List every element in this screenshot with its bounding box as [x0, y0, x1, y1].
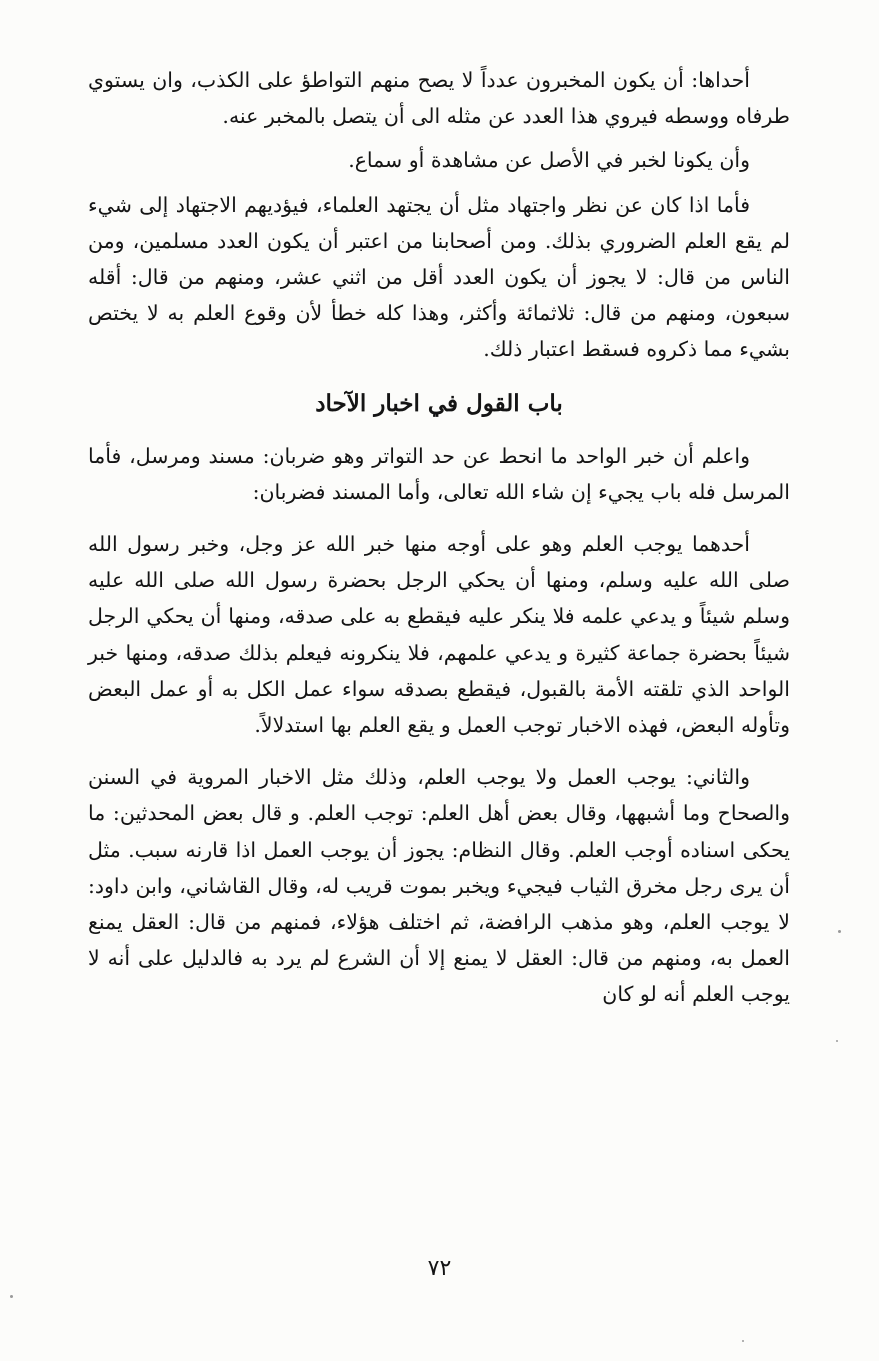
scan-speck — [10, 1295, 13, 1298]
scan-speck — [836, 1040, 838, 1042]
page-body — [88, 62, 790, 1013]
section-heading: باب القول في اخبار الآحاد — [315, 389, 563, 417]
page-number: ٧٢ — [427, 1256, 452, 1281]
paragraph-single-report: واعلم أن خبر الواحد ما انحط عن حد التواتر وهو ضربان: مسند ومرسل، فأما المرسل فله باب يجيء إن شاء الله تعالى، وأما المسند فضربان: — [88, 443, 790, 504]
scan-speck — [742, 1340, 744, 1342]
paragraph-first-type: أحدهما يوجب العلم وهو على أوجه منها خبر الله عز وجل، وخبر رسول الله صلى الله عليه وسلم، ومنها أن يحكي الرجل بحضرة رسول الله صلى الله عليه وسلم شيئاً و يدعي علمه فلا ينكر عليه فيقطع به على صدقه، ومنها أن يحكي الرجل شيئاً بحضرة جماعة كثيرة و يدعي علمهم، فلا ينكرونه فيعلم بذلك صدقه، ومنها خبر الواحد الذي تلقته الأمة بالقبول، فيقطع بصدقه سواء عمل الكل به أو عمل البعض وتأوله البعض، فهذه الاخبار توجب العمل و يقع العلم بها استدلالاً. — [88, 532, 790, 738]
scan-speck — [838, 930, 841, 933]
paragraph-witness: وأن يكونا لخبر في الأصل عن مشاهدة أو سماع. — [348, 148, 750, 173]
paragraph-second-type: والثاني: يوجب العمل ولا يوجب العلم، وذلك مثل الاخبار المروية في السنن والصحاح وما أشبهها، وقال بعض أهل العلم: توجب العلم. و قال بعض المحدثين: ما يحكى اسناده أوجب العلم. وقال النظام: يجوز أن يوجب العمل اذا قارنه سبب. مثل أن يرى رجل مخرق الثياب فيجيء ويخبر بموت قريب له، وقال القاشاني، وابن داود: لا يوجب العلم، وهو مذهب الرافضة، ثم اختلف هؤلاء، فمنهم من قال: العقل يمنع العمل به، ومنهم من قال: العقل لا يمنع إلا أن الشرع لم يرد به فالدليل على أنه لا يوجب العلم أنه لو كان — [88, 765, 790, 1007]
paragraph-conditions: أحداها: أن يكون المخبرون عدداً لا يصح منهم التواطؤ على الكذب، وان يستوي طرفاه ووسطه فيروي هذا العدد عن مثله الى أن يتصل بالمخبر عنه. — [88, 68, 790, 129]
paragraph-ijtihad: فأما اذا كان عن نظر واجتهاد مثل أن يجتهد العلماء، فيؤديهم الاجتهاد إلى شيء لم يقع العلم الضروري بذلك. ومن أصحابنا من اعتبر أن يكون العدد مسلمين، ومن الناس من قال: لا يجوز أن يكون العدد أقل من اثني عشر، ومنهم من قال: أقله سبعون، ومنهم من قال: ثلاثمائة وأكثر، وهذا كله خطأ لأن وقوع العلم به لا يختص بشيء مما ذكروه فسقط اعتبار ذلك. — [88, 192, 790, 362]
